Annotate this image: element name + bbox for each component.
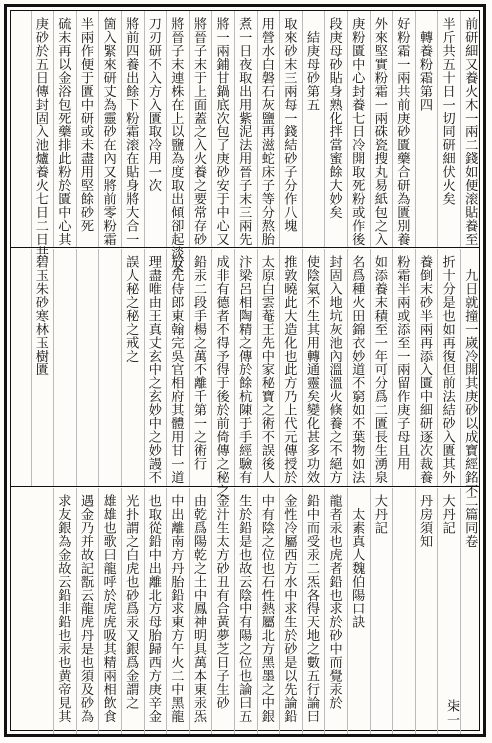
- text-column: 理盡唯由王真丈玄中之玄妙中之妙謾不: [145, 255, 161, 484]
- column-rule: [31, 11, 32, 247]
- panel-divider-upper: [11, 247, 479, 248]
- column-rule: [415, 249, 416, 486]
- text-column: 汴梁呂相陶精之傳於餘杭陳于手經驗有: [236, 255, 252, 484]
- column-rule: [347, 488, 348, 734]
- text-column: 二篇同卷: [462, 494, 478, 548]
- page-frame: [4, 4, 486, 737]
- text-column: 太素真人魏伯陽口訣: [349, 494, 365, 629]
- text-column: 光扑謂之白虎也砂爲汞又銀爲金謂之: [123, 494, 139, 710]
- column-rule: [279, 11, 280, 247]
- text-column: 由乾爲陽乾之土中鳳神明具萬本東汞炁: [191, 494, 206, 723]
- text-column: 金性冷屬西方水中求生於砂是以先論鉛: [281, 494, 297, 723]
- column-rule: [415, 11, 416, 247]
- column-rule: [211, 488, 212, 734]
- column-rule: [257, 11, 258, 247]
- text-column: 粉霜半兩或添至一兩留作庚子母且用: [394, 255, 410, 471]
- column-rule: [324, 488, 325, 734]
- text-column: 將晉子末連株在上以鹽為度取出傾卻起淡又: [168, 17, 184, 273]
- text-column: 煮一日夜取出用紫泥法用晉子末三兩先: [236, 17, 252, 246]
- text-column: 大丹記: [371, 494, 387, 535]
- column-rule: [31, 249, 32, 486]
- column-rule: [279, 249, 280, 486]
- page-number: 㭍一: [444, 699, 459, 727]
- panel-middle: [11, 249, 479, 498]
- column-rule: [392, 249, 393, 486]
- text-column: 轉養粉霜第四: [417, 17, 432, 112]
- column-rule: [53, 249, 54, 486]
- column-rule: [189, 249, 190, 486]
- text-column: 半兩作便于匱中研或未盡用堅餘砂死: [78, 17, 93, 233]
- column-rule: [324, 11, 325, 247]
- panel-divider-lower: [11, 486, 479, 487]
- text-column: 用營水白磐石灰鹽再滋蛇床子等分熬胎: [258, 17, 274, 246]
- text-column: 太原白雲菴王先中家秘寶之術不誤後人: [258, 255, 274, 484]
- column-rule: [211, 11, 212, 247]
- column-rule: [189, 11, 190, 247]
- text-column: 求友銀為金故云鉛非鉛也汞也黄帝見其: [55, 494, 71, 723]
- column-rule: [121, 11, 122, 247]
- text-column: 碧玉朱砂寒林玉樹匱: [32, 255, 48, 377]
- column-rule: [121, 249, 122, 486]
- column-rule: [53, 11, 54, 247]
- page-inner-border: [10, 10, 480, 731]
- column-rule: [166, 11, 167, 247]
- text-column: 誤人秘之秘之戒之: [123, 255, 139, 363]
- column-rule: [76, 488, 77, 734]
- column-rule: [144, 249, 145, 486]
- text-column: 硫末再以金浴包死藥排此粉於匱中心其: [55, 17, 71, 246]
- text-column: 大丹記: [439, 494, 455, 535]
- column-rule: [166, 249, 167, 486]
- text-column: 折十分是也如再復但前法結砂入匱其外: [439, 255, 455, 484]
- column-rule: [460, 488, 461, 734]
- text-column: 成非有德者不得予得于後於前倚傳之秘之: [213, 255, 229, 498]
- column-rule: [257, 249, 258, 486]
- column-rule: [347, 11, 348, 247]
- text-column: 雄雄也歌曰龍呼於虎虎吸其精兩相飲食: [100, 494, 116, 723]
- text-column: 於先侍郎東翰完吳官相府其體用甘一道: [168, 255, 184, 484]
- text-column: 將一兩鋪甘鍋底次包了庚砂安于中心又: [213, 17, 229, 246]
- text-column: 丹房須知: [417, 494, 432, 548]
- text-column: 名爲種火田錦衣妙道不窮如不葉物如法: [349, 255, 365, 484]
- text-column: 封固入地坑灰池內溫溫火倏養之不絕方: [326, 255, 342, 484]
- text-column: 半斤共五十日一切同研細伏火矣: [439, 17, 455, 206]
- column-rule: [437, 488, 438, 734]
- column-rule: [121, 488, 122, 734]
- text-column: 也取從鉛中出離北方母胎歸西方庚辛金: [145, 494, 161, 723]
- column-rule: [166, 488, 167, 734]
- column-rule: [302, 488, 303, 734]
- column-rule: [302, 11, 303, 247]
- text-column: 如添養末積至一年可分爲二匱長生湧泉: [371, 255, 387, 484]
- text-column: 外來堅實粉霜一兩硃瓷搜丸易紙包之入: [371, 17, 387, 246]
- column-rule: [460, 11, 461, 247]
- text-column: 生於鉛是也故云陰中有陽之位也論曰五: [236, 494, 252, 723]
- column-rule: [370, 11, 371, 247]
- column-rule: [392, 11, 393, 247]
- text-column: 庚粉匱中心封養七日冷開取死粉或作後: [349, 17, 365, 246]
- text-column: 庚砂於五日傳封固入池爐養火七日二日共: [32, 17, 48, 260]
- column-rule: [279, 488, 280, 734]
- text-column: 中有陰之位也石性熱屬北方黑墨之中銀: [258, 494, 274, 723]
- text-column: 結庚母砂第五: [304, 17, 319, 112]
- column-rule: [257, 488, 258, 734]
- text-column: 將晉子末于上面蓋之入火養之要常存砂: [191, 17, 206, 246]
- column-rule: [144, 488, 145, 734]
- panel-lower: [11, 488, 479, 734]
- column-rule: [76, 11, 77, 247]
- column-rule: [370, 488, 371, 734]
- text-column: 段庚母砂貼身熟化拌當蜜餘大妙矣: [326, 17, 342, 219]
- text-column: 鉛汞二段手楊之萬不離千第一之術行: [191, 255, 206, 471]
- text-column: 使陰氣不生其用轉通靈矣變化甚多功效: [304, 255, 319, 484]
- text-column: 好粉霜一兩共前庚砂匱藥合研為匱別養: [394, 17, 410, 246]
- column-rule: [211, 249, 212, 486]
- text-column: 九日就撞一嵗冷開其庚砂以成寶經銘不: [462, 255, 478, 498]
- column-rule: [144, 11, 145, 247]
- column-rule: [347, 249, 348, 486]
- column-rule: [98, 11, 99, 247]
- column-rule: [234, 488, 235, 734]
- column-rule: [437, 11, 438, 247]
- text-column: 龍者汞也虎者鉛也求於砂中而覺汞於: [326, 494, 342, 710]
- column-rule: [53, 488, 54, 734]
- text-column: 箇入緊來研丈為靈砂在內又將前零粉霜: [100, 17, 116, 246]
- text-column: 中出離南方丹胎鉛求東方午火二中黑龍: [168, 494, 184, 723]
- column-rule: [98, 488, 99, 734]
- column-rule: [189, 488, 190, 734]
- text-column: 遇金乃并故記翫云龍虎丹是也須及砂為: [78, 494, 93, 723]
- text-column: 鉛中而受汞二炁各得天地之數五行論曰: [304, 494, 319, 723]
- text-column: 推敦曉此大造化也此方乃上代元傳授於: [281, 255, 297, 484]
- text-column: 取來砂末三兩每一錢結砂子分作八塊: [281, 17, 297, 233]
- text-column: 刀刃研不入方入匱取冷用一次: [145, 17, 161, 192]
- text-column: 將前四養出餘下粉霜滚在貼身將大合一: [123, 17, 139, 246]
- text-column: 前研細又養火木一兩二錢如便滚貼養至: [462, 17, 478, 246]
- column-rule: [415, 488, 416, 734]
- column-rule: [98, 249, 99, 486]
- column-rule: [324, 249, 325, 486]
- column-rule: [460, 249, 461, 486]
- text-column: 養倒末砂半兩再添入匱中細研逐次裁養: [417, 255, 432, 484]
- column-rule: [370, 249, 371, 486]
- column-rule: [234, 249, 235, 486]
- column-rule: [76, 249, 77, 486]
- column-rule: [234, 11, 235, 247]
- column-rule: [392, 488, 393, 734]
- text-column: 金汁生太方砂丑有合黃夢芝日子生砂: [213, 494, 229, 710]
- panel-upper: [11, 11, 479, 273]
- column-rule: [302, 249, 303, 486]
- column-rule: [437, 249, 438, 486]
